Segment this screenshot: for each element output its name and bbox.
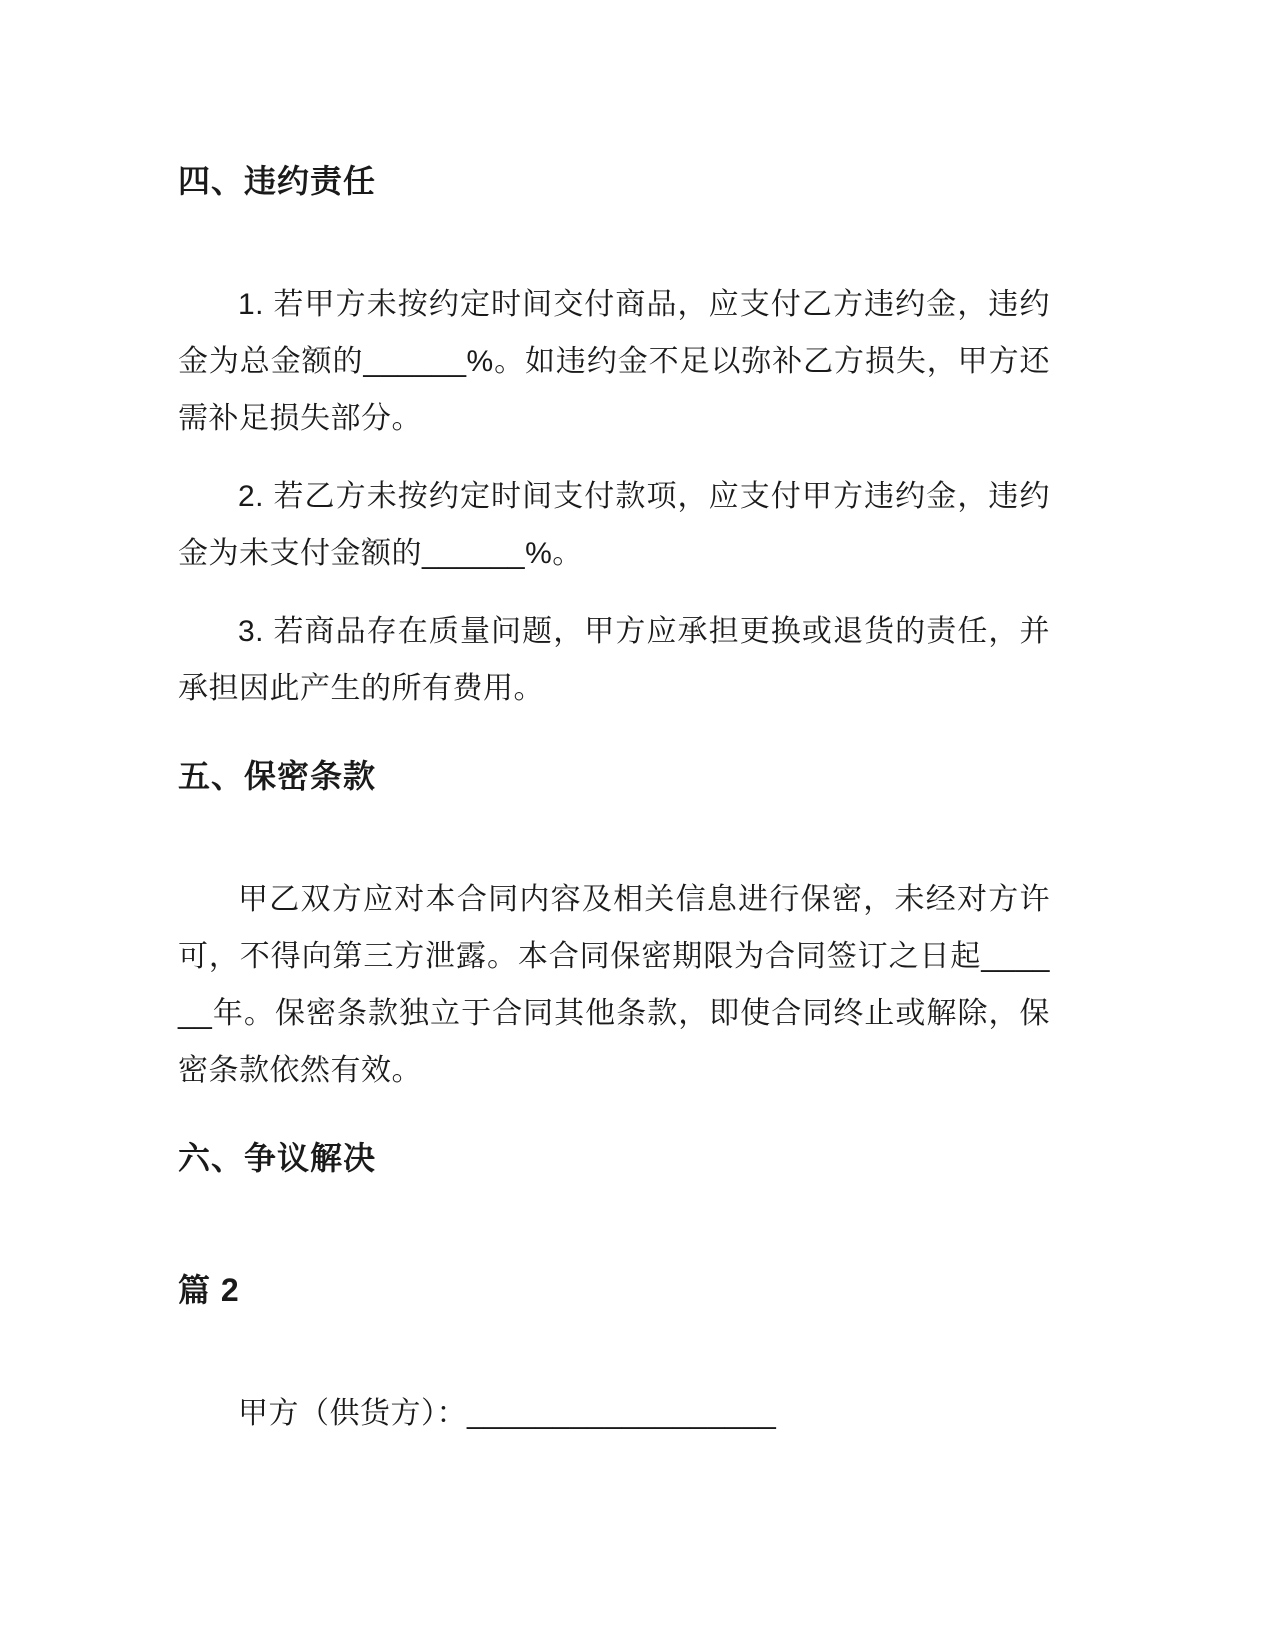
confidentiality-body: 甲乙双方应对本合同内容及相关信息进行保密，未经对方许可，不得向第三方泄露。本合同保密期限为合同签订之日起______年。保密条款独立于合同其他条款，即使合同终止或解除，保密条款依然有效。 bbox=[178, 883, 1050, 1087]
section-heading-dispute-resolution: 六、争议解决 bbox=[178, 1140, 377, 1176]
section-heading-breach-liability: 四、违约责任 bbox=[178, 163, 377, 199]
breach-clause-2: 2. 若乙方未按约定时间支付款项，应支付甲方违约金，违约金为未支付金额的______%。 bbox=[178, 480, 1050, 570]
party-a-supplier-line: 甲方（供货方）：__________________ bbox=[238, 1397, 777, 1430]
part-2-heading: 篇 2 bbox=[178, 1272, 240, 1308]
breach-clause-3: 3. 若商品存在质量问题，甲方应承担更换或退货的责任，并承担因此产生的所有费用。 bbox=[178, 615, 1050, 705]
section-heading-confidentiality: 五、保密条款 bbox=[178, 758, 377, 794]
breach-clause-1: 1. 若甲方未按约定时间交付商品，应支付乙方违约金，违约金为总金额的______%。如违约金不足以弥补乙方损失，甲方还需补足损失部分。 bbox=[178, 288, 1050, 435]
